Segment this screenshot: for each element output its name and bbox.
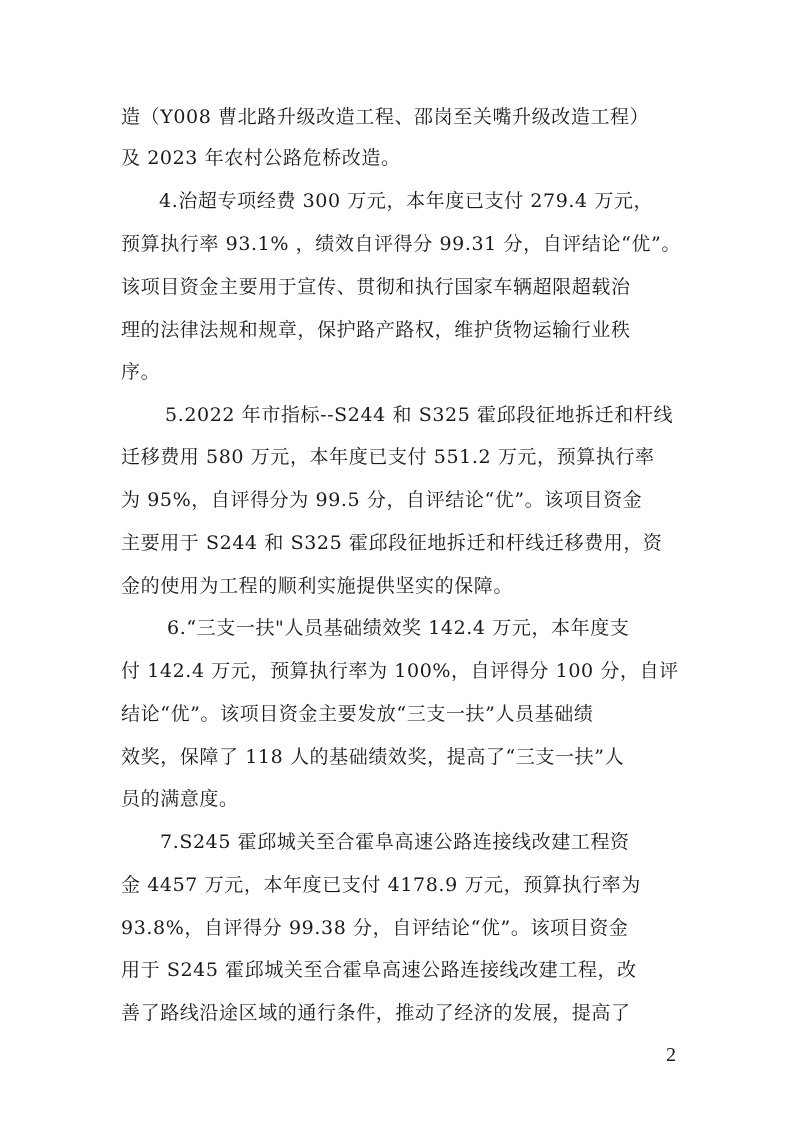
text-line: 造（Y008 曹北路升级改造工程、邵岗至关嘴升级改造工程）: [121, 106, 650, 128]
text-line: 用于 S245 霍邱城关至合霍阜高速公路连接线改建工程，改: [121, 959, 637, 981]
page-number: 2: [666, 1044, 676, 1066]
text-line: 善了路线沿途区域的通行条件，推动了经济的发展，提高了: [121, 1002, 631, 1024]
text-line: 6.“三支一扶"人员基础绩效奖 142.4 万元，本年度支: [167, 617, 630, 639]
text-line: 金的使用为工程的顺利实施提供坚实的保障。: [121, 575, 514, 597]
text-line: 迁移费用 580 万元，本年度已支付 551.2 万元，预算执行率: [121, 446, 655, 468]
text-line: 效奖，保障了 118 人的基础绩效奖，提高了“三支一扶”人: [121, 746, 625, 768]
text-line: 为 95%，自评得分为 99.5 分，自评结论“优”。该项目资金: [121, 489, 643, 511]
text-line: 结论“优”。该项目资金主要发放“三支一扶”人员基础绩: [121, 703, 594, 725]
text-line: 理的法律法规和规章，保护路产路权，维护货物运输行业秩: [121, 319, 631, 341]
text-line: 7.S245 霍邱城关至合霍阜高速公路连接线改建工程资: [160, 831, 630, 853]
text-line: 付 142.4 万元，预算执行率为 100%，自评得分 100 分，自评: [121, 660, 679, 682]
text-line: 该项目资金主要用于宣传、贯彻和执行国家车辆超限超载治: [121, 276, 631, 298]
text-line: 主要用于 S244 和 S325 霍邱段征地拆迁和杆线迁移费用，资: [121, 532, 663, 554]
text-line: 序。: [121, 361, 161, 383]
text-line: 预算执行率 93.1% ，绩效自评得分 99.31 分，自评结论“优”。: [121, 233, 681, 255]
text-line: 金 4457 万元，本年度已支付 4178.9 万元，预算执行率为: [121, 874, 641, 896]
text-line: 员的满意度。: [121, 788, 239, 810]
text-line: 93.8%，自评得分 99.38 分，自评结论“优”。该项目资金: [121, 917, 629, 939]
text-line: 4.治超专项经费 300 万元，本年度已支付 279.4 万元，: [159, 190, 654, 212]
text-line: 及 2023 年农村公路危桥改造。: [121, 147, 401, 169]
text-line: 5.2022 年市指标--S244 和 S325 霍邱段征地拆迁和杆线: [165, 404, 674, 426]
